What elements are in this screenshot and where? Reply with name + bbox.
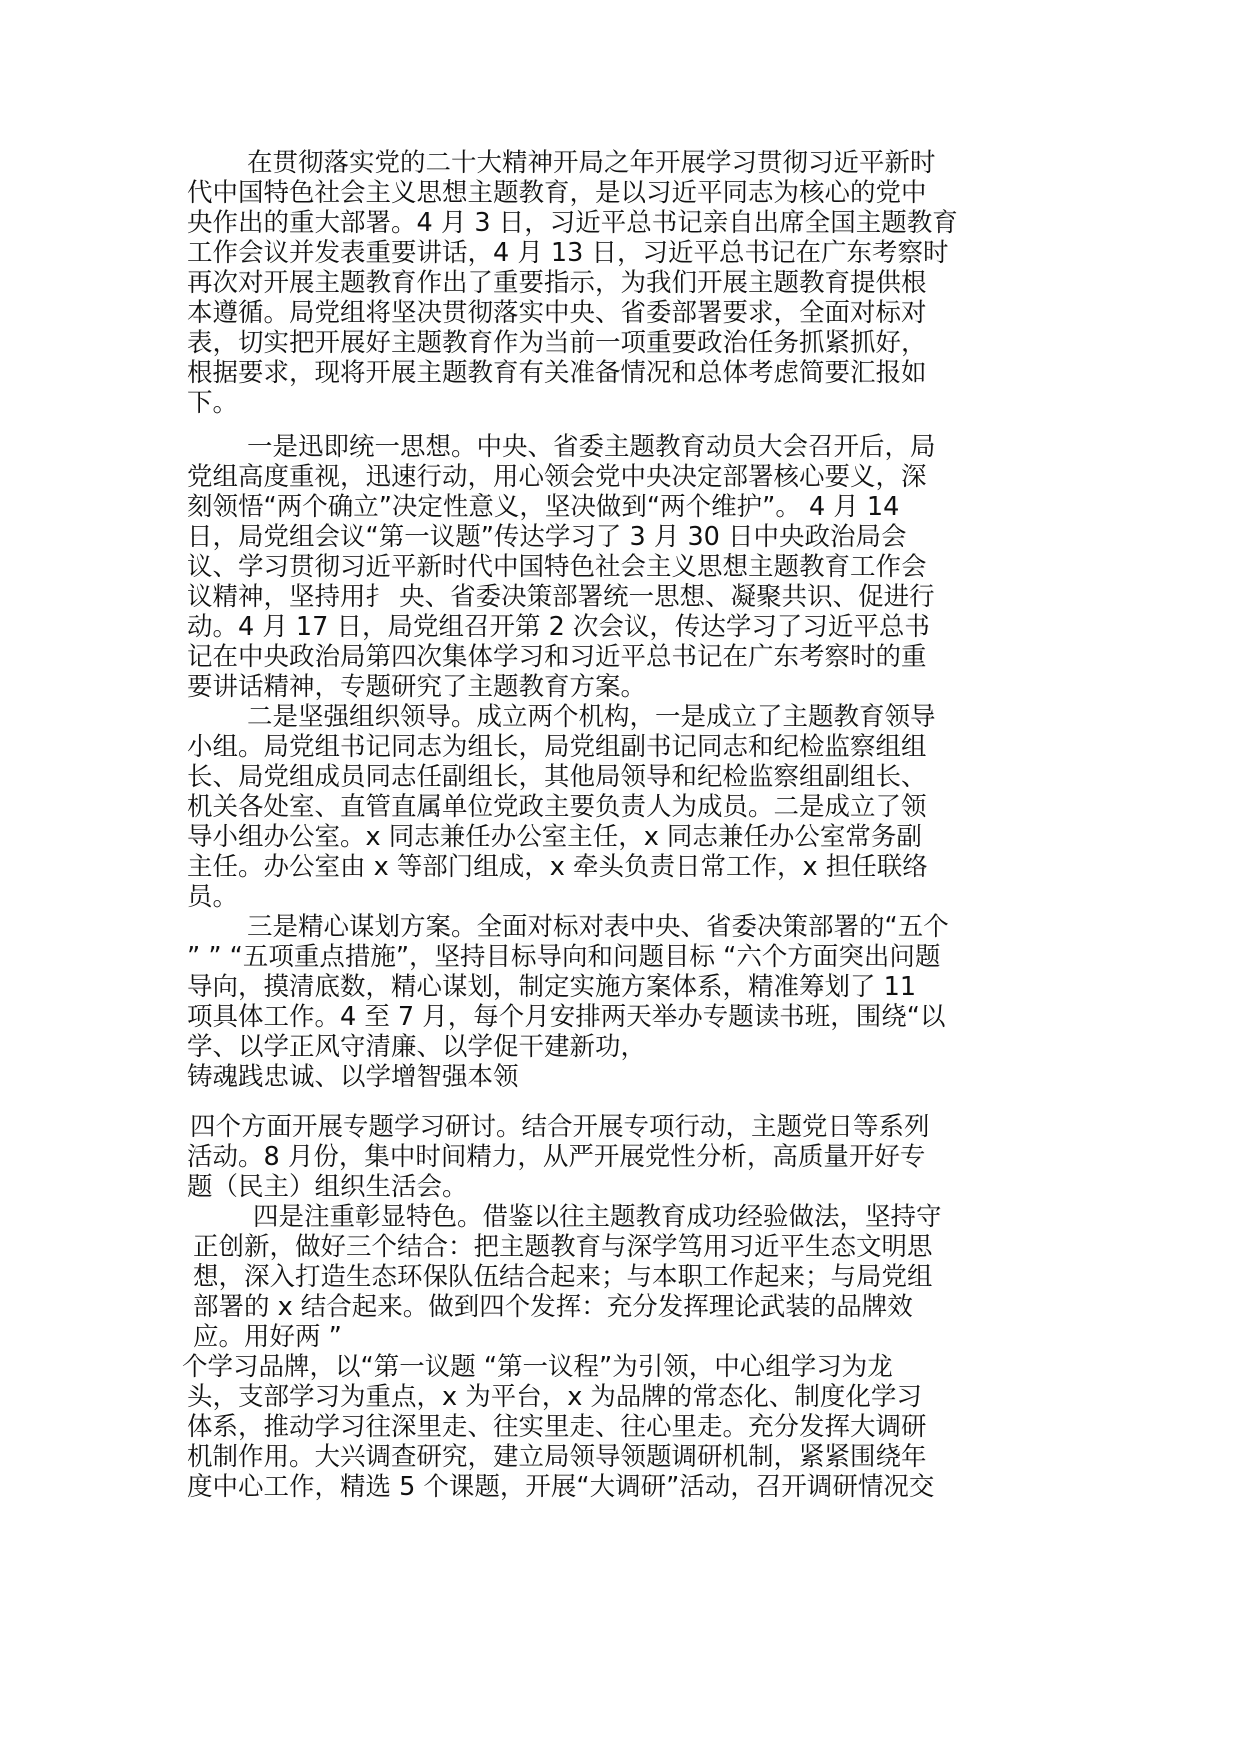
- text-line: 正创新，做好三个结合：把主题教育与深学笃用习近平生态文明思: [193, 1232, 933, 1262]
- text-line: 表，切实把开展好主题教育作为当前一项重要政治任务抓紧抓好，: [187, 328, 927, 358]
- text-line: 机关各处室、直管直属单位党政主要负责人为成员。二是成立了领: [187, 792, 927, 822]
- text-line: 二是坚强组织领导。成立两个机构，一是成立了主题教育领导: [247, 702, 936, 732]
- text-line: 议、学习贯彻习近平新时代中国特色社会主义思想主题教育工作会: [187, 552, 927, 582]
- text-line: 一是迅即统一思想。中央、省委主题教育动员大会召开后，局: [247, 432, 936, 462]
- text-line: 想，深入打造生态环保队伍结合起来；与本职工作起来；与局党组: [193, 1262, 933, 1292]
- text-line: 铸魂践忠诚、以学增智强本领: [187, 1062, 519, 1092]
- text-line: 再次对开展主题教育作出了重要指示，为我们开展主题教育提供根: [187, 268, 927, 298]
- text-line: 导小组办公室。x 同志兼任办公室主任，x 同志兼任办公室常务副: [187, 822, 922, 852]
- text-line: 工作会议并发表重要讲话，4 月 13 日，习近平总书记在广东考察时: [187, 238, 949, 268]
- text-line: 动。4 月 17 日，局党组召开第 2 次会议，传达学习了习近平总书: [187, 612, 930, 642]
- text-line: 议精神，坚持用扌 央、省委决策部署统一思想、凝聚共识、促进行: [187, 582, 935, 612]
- text-line: 本遵循。局党组将坚决贯彻落实中央、省委部署要求，全面对标对: [187, 298, 927, 328]
- text-line: 题（民主）组织生活会。: [187, 1172, 468, 1202]
- text-line: 刻领悟“两个确立”决定性意义，坚决做到“两个维护”。 4 月 14: [187, 492, 900, 522]
- text-line: 体系，推动学习往深里走、往实里走、往心里走。充分发挥大调研: [187, 1412, 927, 1442]
- text-line: 应。用好两 ”: [193, 1322, 342, 1352]
- text-line: 日，局党组会议“第一议题”传达学习了 3 月 30 日中央政治局会: [187, 522, 907, 552]
- text-line: 员。: [187, 882, 239, 912]
- text-line: 记在中央政治局第四次集体学习和习近平总书记在广东考察时的重: [187, 642, 927, 672]
- text-line: 度中心工作，精选 5 个课题，开展“大调研”活动，召开调研情况交: [187, 1472, 935, 1502]
- text-line: ” ” “五项重点措施”，坚持目标导向和问题目标 “六个方面突出问题: [187, 942, 941, 972]
- text-line: 个学习品牌，以“第一议题 “第一议程”为引领，中心组学习为龙: [182, 1352, 893, 1382]
- text-line: 小组。局党组书记同志为组长，局党组副书记同志和纪检监察组组: [187, 732, 927, 762]
- text-line: 三是精心谋划方案。全面对标对表中央、省委决策部署的“五个: [247, 912, 949, 942]
- text-line: 根据要求，现将开展主题教育有关准备情况和总体考虑简要汇报如: [187, 358, 927, 388]
- text-line: 央作出的重大部署。4 月 3 日，习近平总书记亲自出席全国主题教育: [187, 208, 958, 238]
- text-line: 项具体工作。4 至 7 月，每个月安排两天举办专题读书班，围绕“以: [187, 1002, 946, 1032]
- text-line: 下。: [187, 388, 239, 418]
- text-line: 长、局党组成员同志任副组长，其他局领导和纪检监察组副组长、: [187, 762, 927, 792]
- text-line: 部署的 x 结合起来。做到四个发挥：充分发挥理论武装的品牌效: [193, 1292, 913, 1322]
- text-line: 主任。办公室由 x 等部门组成，x 牵头负责日常工作，x 担任联络: [187, 852, 928, 882]
- text-line: 头，支部学习为重点，x 为平台，x 为品牌的常态化、制度化学习: [187, 1382, 922, 1412]
- text-line: 代中国特色社会主义思想主题教育，是以习近平同志为核心的党中: [187, 178, 927, 208]
- text-line: 要讲话精神，专题研究了主题教育方案。: [187, 672, 647, 702]
- text-line: 活动。8 月份，集中时间精力，从严开展党性分析，高质量开好专: [187, 1142, 926, 1172]
- text-line: 四是注重彰显特色。借鉴以往主题教育成功经验做法，坚持守: [253, 1202, 942, 1232]
- text-line: 学、以学正风守清廉、以学促干建新功，: [187, 1032, 647, 1062]
- text-line: 机制作用。大兴调查研究，建立局领导领题调研机制，紧紧围绕年: [187, 1442, 927, 1472]
- text-line: 四个方面开展专题学习研讨。结合开展专项行动，主题党日等系列: [190, 1112, 930, 1142]
- text-line: 在贯彻落实党的二十大精神开局之年开展学习贯彻习近平新时: [247, 148, 936, 178]
- text-line: 党组高度重视，迅速行动，用心领会党中央决定部署核心要义，深: [187, 462, 927, 492]
- text-line: 导向，摸清底数，精心谋划，制定实施方案体系，精准筹划了 11: [187, 972, 917, 1002]
